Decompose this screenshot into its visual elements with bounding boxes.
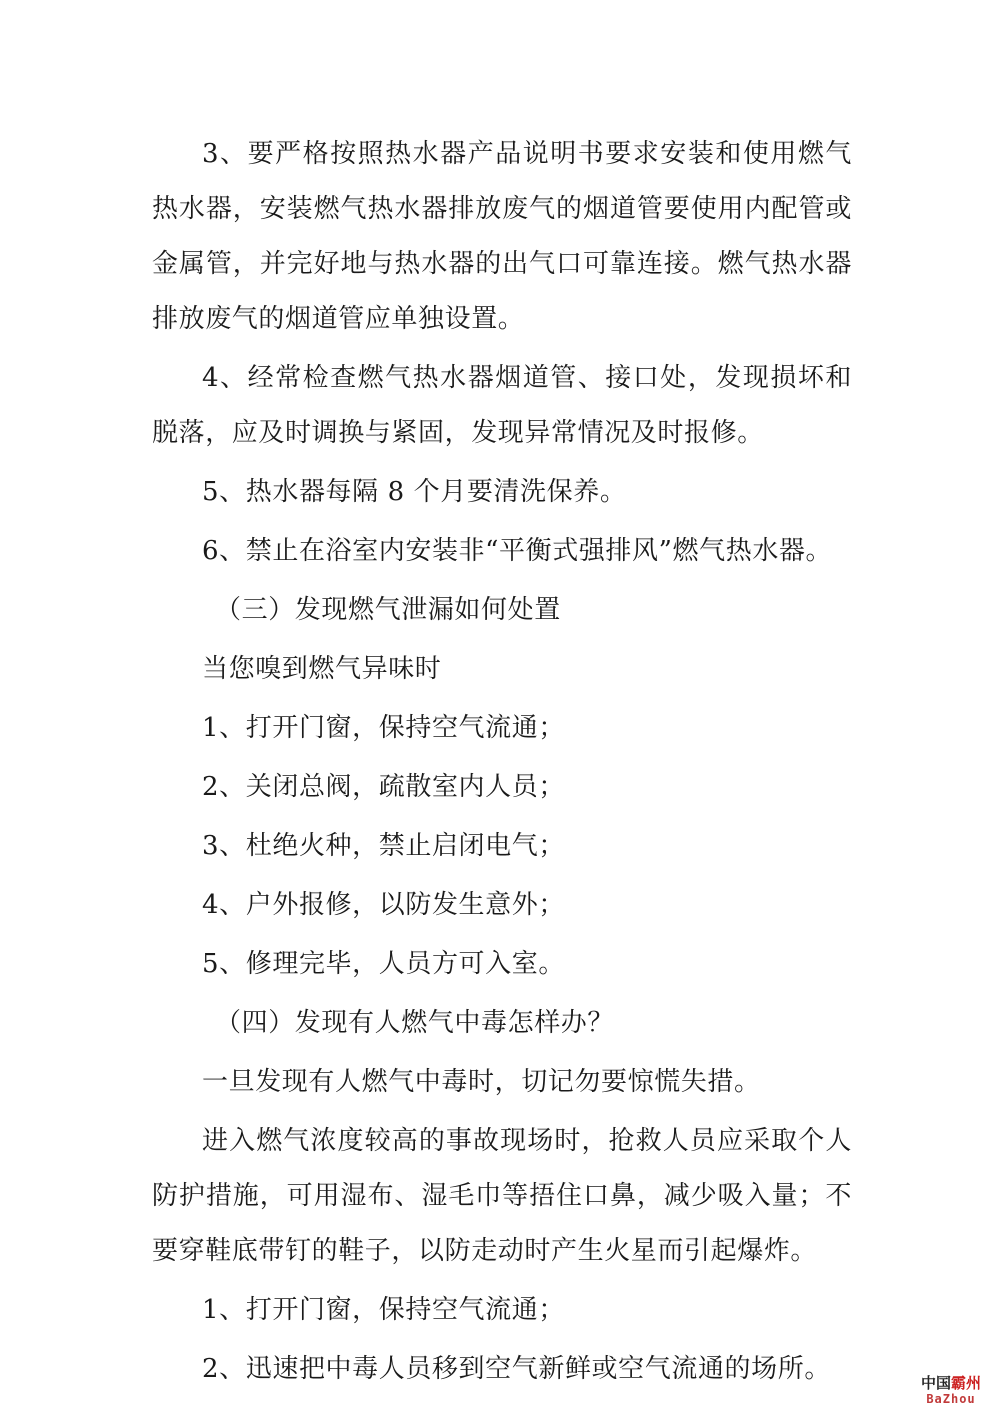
poison-step-1: 1、打开门窗，保持空气流通； — [202, 1295, 565, 1325]
watermark-latin: BaZhou — [926, 1392, 976, 1406]
paragraph-item-5: 5、热水器每隔 8 个月要清洗保养。 — [202, 477, 627, 507]
paragraph-item-6: 6、禁止在浴室内安装非“平衡式强排风”燃气热水器。 — [202, 536, 833, 566]
watermark-text-bazhou: 霸州 — [951, 1374, 982, 1392]
paragraph-item-3: 3、要严格按照热水器产品说明书要求安装和使用燃气热水器，安装燃气热水器排放废气的烟道管要使用内配管或金属管，并完好地与热水器的出气口可靠连接。燃气热水器排放废气的烟道管应单独设置。 — [152, 139, 852, 334]
poison-intro: 一旦发现有人燃气中毒时，切记勿要惊慌失措。 — [202, 1067, 761, 1097]
leak-step-5: 5、修理完毕，人员方可入室。 — [202, 949, 565, 979]
watermark-text-china: 中国 — [920, 1374, 951, 1392]
leak-step-4: 4、户外报修，以防发生意外； — [202, 890, 565, 920]
poison-protection: 进入燃气浓度较高的事故现场时，抢救人员应采取个人防护措施，可用湿布、湿毛巾等捂住口鼻，减少吸入量；不要穿鞋底带钉的鞋子，以防走动时产生火星而引起爆炸。 — [152, 1126, 852, 1266]
section-heading-4: （四）发现有人燃气中毒怎样办？ — [215, 1008, 615, 1038]
poison-step-2: 2、迅速把中毒人员移到空气新鲜或空气流通的场所。 — [202, 1354, 831, 1384]
section-heading-3: （三）发现燃气泄漏如何处置 — [215, 595, 561, 625]
document-body — [152, 127, 852, 1401]
paragraph-item-4: 4、经常检查燃气热水器烟道管、接口处，发现损坏和脱落，应及时调换与紧固，发现异常情况及时报修。 — [152, 363, 852, 448]
leak-step-1: 1、打开门窗，保持空气流通； — [202, 713, 565, 743]
leak-step-2: 2、关闭总阀，疏散室内人员； — [202, 772, 565, 802]
site-watermark-logo — [916, 1374, 986, 1406]
leak-intro: 当您嗅到燃气异味时 — [202, 654, 442, 684]
leak-step-3: 3、杜绝火种，禁止启闭电气； — [202, 831, 565, 861]
watermark-title — [916, 1374, 986, 1392]
